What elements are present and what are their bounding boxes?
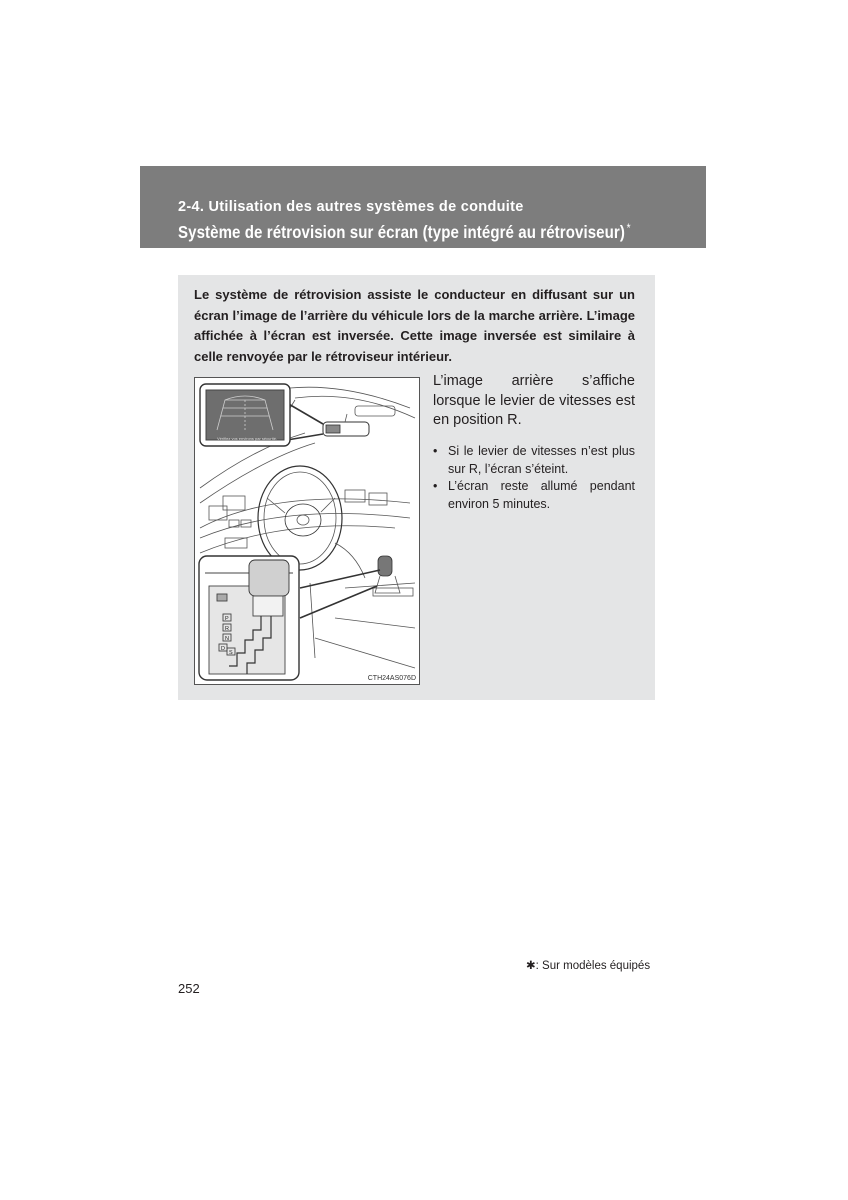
illustration	[194, 377, 420, 685]
page-title	[178, 221, 631, 243]
intro-paragraph: Le système de rétrovision assiste le conducteur en diffusant sur un écran l’image de l’arrière du véhicule lors de la marche arrière. L’image affichée à l’écran est inversée. Cette image inversée est similaire à celle renvoyée par le rétroviseur intérieur.	[194, 287, 635, 364]
gear-label-s: S	[229, 650, 233, 656]
list-item	[433, 478, 635, 513]
content-box	[178, 275, 655, 700]
title-asterisk: *	[626, 221, 631, 235]
section-label: 2-4. Utilisation des autres systèmes de conduite	[178, 199, 524, 215]
bullet-marker: •	[433, 444, 438, 458]
bullet-marker: •	[433, 479, 438, 493]
bullet-text: Si le levier de vitesses n’est plus sur R, l’écran s’éteint.	[448, 444, 635, 476]
screen-caption: Vérifiez vos environs par sécurité.	[217, 436, 278, 441]
chapter-header	[140, 166, 706, 248]
figure-code: CTH24AS076D	[367, 675, 416, 682]
list-item	[433, 443, 635, 478]
bullet-text: L’écran reste allumé pendant environ 5 minutes.	[448, 479, 635, 511]
gear-label-d: D	[221, 646, 225, 652]
lead-text: L’image arrière s’affiche lorsque le levier de vitesses est en position R.	[433, 373, 635, 428]
gear-label-p: P	[225, 616, 229, 622]
footnote: ✱: Sur modèles équipés	[526, 960, 651, 972]
page-number: 252	[178, 981, 200, 996]
page-title-text: Système de rétrovision sur écran (type intégré au rétroviseur)	[178, 222, 625, 242]
illustration-drawing	[195, 378, 421, 686]
bullet-list	[433, 443, 635, 513]
gear-label-r: R	[225, 626, 229, 632]
gear-label-n: N	[225, 636, 229, 642]
